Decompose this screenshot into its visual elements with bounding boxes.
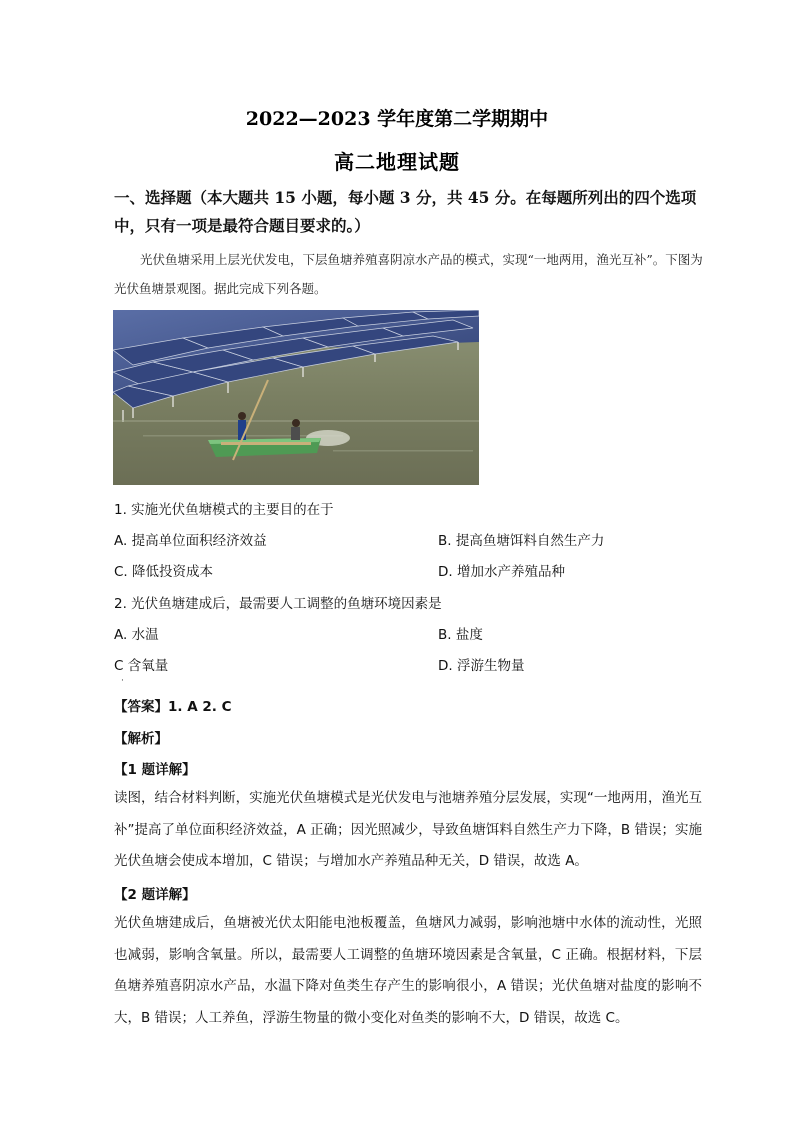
q2-analysis-text: 光伏鱼塘建成后，鱼塘被光伏太阳能电池板覆盖，鱼塘风力减弱，影响池塘中水体的流动性，光照也减弱，影响含氧量。所以，最需要人工调整的鱼塘环境因素是含氧量，C 正确。根据材料，下层鱼塘养殖喜阴凉水产品，水温下降对鱼类生存产生的影响很小，A 错误；光伏鱼塘对盐度的影响不大，B 错误；人工养鱼，浮游生物量的微小变化对鱼类的影响不大，D 错误，故选 C。 <box>114 915 702 1026</box>
question-1-stem: 1. 实施光伏鱼塘模式的主要目的在于 <box>114 502 334 518</box>
exam-title: 2022—2023 学年度第二学期期中 <box>245 108 549 130</box>
material-text: 光伏鱼塘采用上层光伏发电，下层鱼塘养殖喜阴凉水产品的模式，实现“一地两用，渔光互补”。下图为光伏鱼塘景观图。据此完成下列各题。 <box>114 252 703 296</box>
q1-analysis-text: 读图，结合材料判断，实施光伏鱼塘模式是光伏发电与池塘养殖分层发展，实现“一地两用，渔光互补”提高了单位面积经济效益，A 正确；因光照减少，导致鱼塘饵料自然生产力下降，B 错误；实施光伏鱼塘会使成本增加，C 错误；与增加水产养殖品种无关，D 错误，故选 A。 <box>114 790 702 869</box>
q1-option-c: C. 降低投资成本 <box>114 564 214 580</box>
q2-option-d: D. 浮游生物量 <box>438 658 525 674</box>
analysis-label: 【解析】 <box>114 731 168 747</box>
q2-option-a: A. 水温 <box>114 627 159 643</box>
solar-fishpond-photo <box>113 310 479 485</box>
exam-subtitle: 高二地理试题 <box>334 150 460 174</box>
stray-mark: · <box>121 676 124 686</box>
answer-line: 【答案】1. A 2. C <box>114 699 232 715</box>
q1-option-b: B. 提高鱼塘饵料自然生产力 <box>438 533 605 549</box>
q2-option-c: C 含氧量 <box>114 658 169 674</box>
q2-option-b: B. 盐度 <box>438 627 483 643</box>
section-heading: 一、选择题（本大题共 15 小题，每小题 3 分，共 45 分。在每题所列出的四个选项中，只有一项是最符合题目要求的。） <box>114 188 697 235</box>
q1-option-a: A. 提高单位面积经济效益 <box>114 533 267 549</box>
q1-analysis-heading: 【1 题详解】 <box>114 762 196 778</box>
q2-analysis-heading: 【2 题详解】 <box>114 887 196 903</box>
question-2-stem: 2. 光伏鱼塘建成后，最需要人工调整的鱼塘环境因素是 <box>114 596 442 612</box>
q1-option-d: D. 增加水产养殖品种 <box>438 564 565 580</box>
